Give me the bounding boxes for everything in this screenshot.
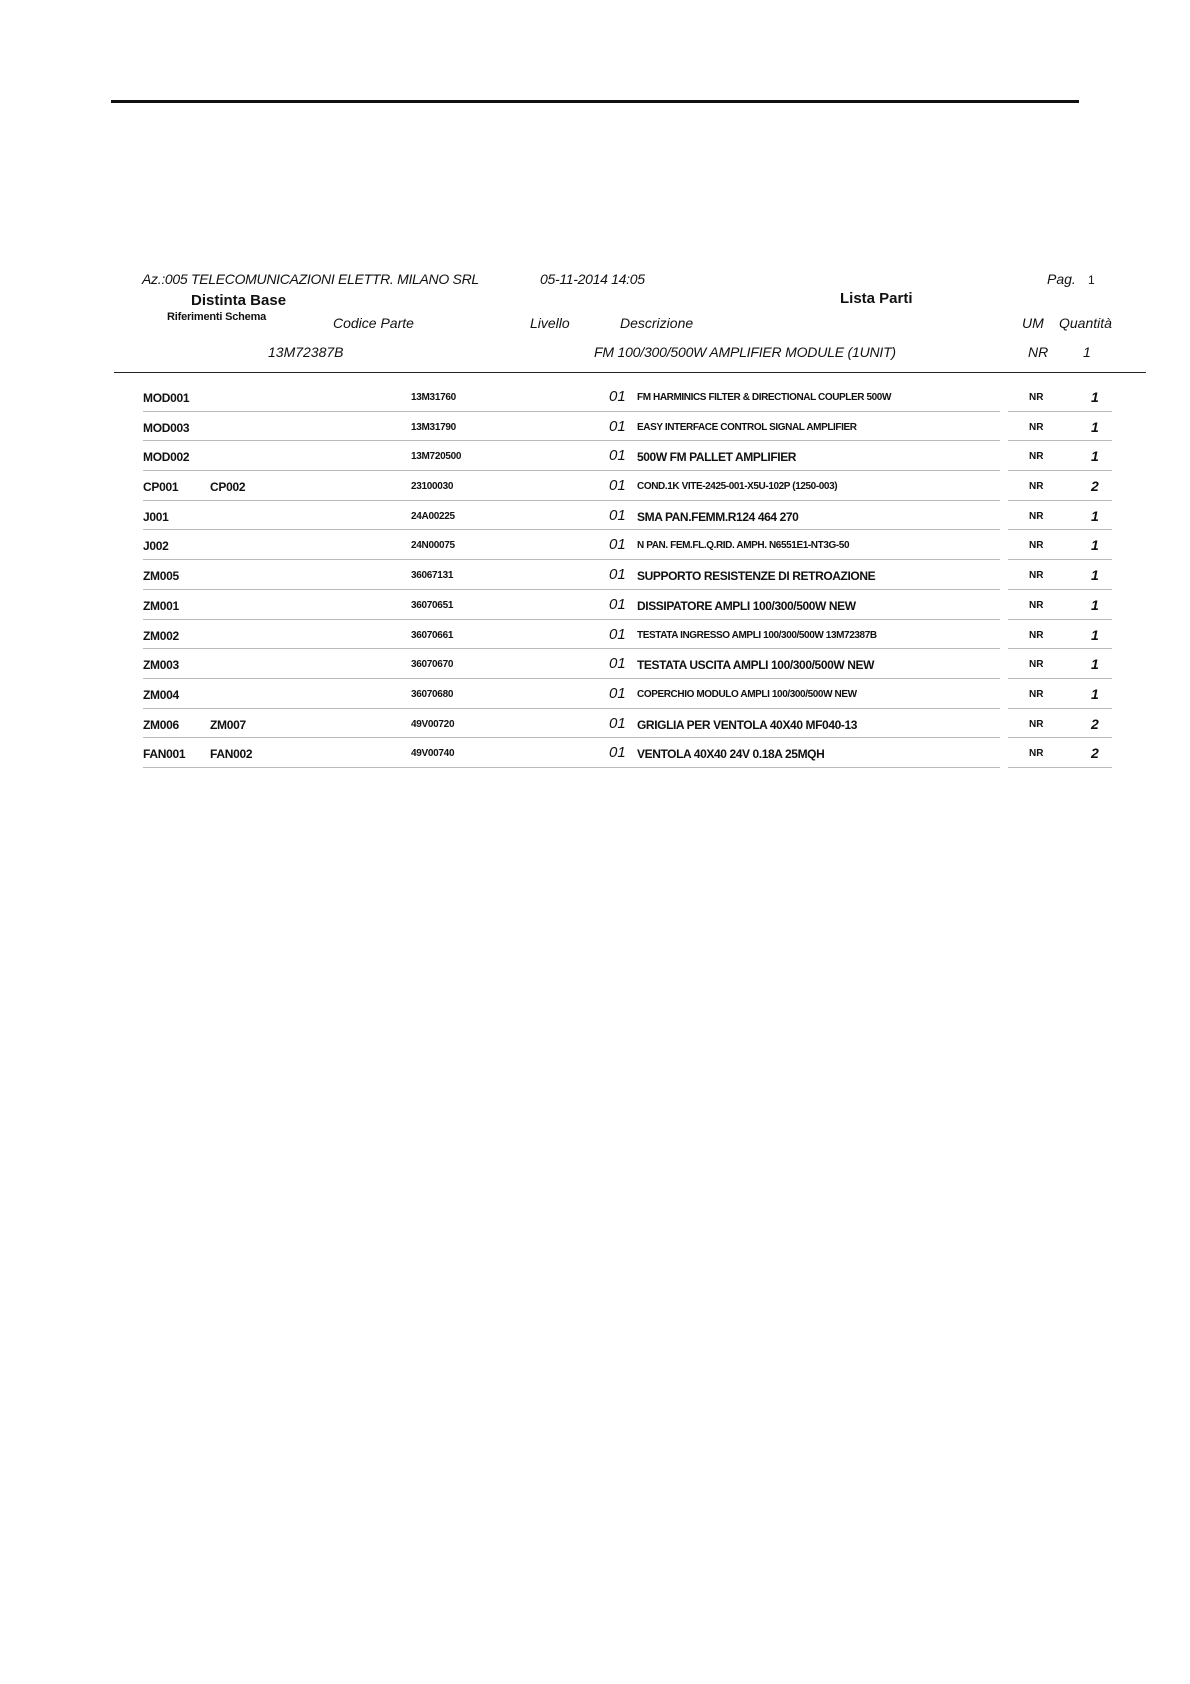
- parts-table: [0, 382, 1190, 768]
- part-quantity: 1: [1091, 537, 1099, 554]
- part-quantity: 2: [1091, 715, 1099, 732]
- part-um: NR: [1029, 629, 1044, 641]
- part-level: 01: [609, 684, 626, 702]
- part-level: 01: [609, 714, 626, 732]
- part-um: NR: [1029, 392, 1044, 403]
- part-quantity: 2: [1091, 478, 1099, 495]
- part-um: NR: [1029, 481, 1044, 493]
- part-description: VENTOLA 40X40 24V 0.18A 25MQH: [637, 747, 825, 762]
- table-row: [0, 382, 1190, 412]
- part-code: 24A00225: [411, 510, 455, 522]
- table-row: [0, 530, 1190, 560]
- table-row: [0, 738, 1190, 768]
- part-level: 01: [609, 506, 626, 524]
- part-description: 500W FM PALLET AMPLIFIER: [637, 450, 797, 465]
- column-header-codice: Codice Parte: [333, 315, 414, 331]
- reference-1: ZM001: [143, 598, 179, 613]
- part-description: TESTATA INGRESSO AMPLI 100/300/500W 13M72387B: [637, 629, 877, 641]
- part-quantity: 1: [1091, 448, 1099, 465]
- reference-1: FAN001: [143, 747, 186, 762]
- part-um: NR: [1029, 421, 1044, 433]
- part-description: FM HARMINICS FILTER & DIRECTIONAL COUPLER 500W: [637, 392, 892, 403]
- part-code: 13M31790: [411, 421, 456, 433]
- table-row: [0, 441, 1190, 471]
- part-code: 13M720500: [411, 451, 462, 463]
- part-code: 23100030: [411, 481, 454, 493]
- part-quantity: 1: [1091, 656, 1099, 673]
- table-row: [0, 709, 1190, 739]
- reference-1: J002: [143, 539, 169, 554]
- reference-1: ZM004: [143, 687, 179, 702]
- part-quantity: 1: [1091, 389, 1099, 405]
- part-description: N PAN. FEM.FL.Q.RID. AMPH. N6551E1-NT3G-50: [637, 540, 850, 552]
- column-header-riferimenti: Riferimenti Schema: [167, 311, 267, 323]
- part-description: COND.1K VITE-2425-001-X5U-102P (1250-003): [637, 481, 838, 493]
- part-code: 36067131: [411, 570, 454, 582]
- part-um: NR: [1029, 688, 1044, 700]
- part-level: 01: [609, 595, 626, 613]
- page-label: Pag.: [1047, 271, 1076, 287]
- part-description: GRIGLIA PER VENTOLA 40X40 MF040-13: [637, 717, 858, 732]
- assembly-code: 13M72387B: [268, 344, 344, 360]
- row-divider: [143, 767, 1000, 768]
- part-code: 36070661: [411, 629, 454, 641]
- part-um: NR: [1029, 451, 1044, 463]
- reference-1: J001: [143, 509, 169, 524]
- list-title: Lista Parti: [840, 290, 913, 307]
- print-datetime: 05-11-2014 14:05: [540, 271, 645, 287]
- reference-1: MOD001: [143, 391, 190, 405]
- part-um: NR: [1029, 570, 1044, 582]
- reference-2: ZM007: [210, 717, 246, 732]
- column-header-livello: Livello: [530, 315, 570, 331]
- reference-2: CP002: [210, 480, 246, 495]
- reference-1: ZM002: [143, 628, 179, 643]
- part-quantity: 1: [1091, 626, 1099, 643]
- reference-1: MOD002: [143, 450, 190, 465]
- table-row: [0, 471, 1190, 501]
- part-level: 01: [609, 655, 626, 673]
- assembly-quantity: 1: [1083, 344, 1091, 360]
- part-code: 36070670: [411, 659, 454, 671]
- part-quantity: 1: [1091, 418, 1099, 435]
- reference-1: CP001: [143, 480, 179, 495]
- part-description: SMA PAN.FEMM.R124 464 270: [637, 509, 799, 524]
- table-row: [0, 649, 1190, 679]
- part-description: EASY INTERFACE CONTROL SIGNAL AMPLIFIER: [637, 421, 857, 433]
- part-level: 01: [609, 536, 626, 554]
- part-description: SUPPORTO RESISTENZE DI RETROAZIONE: [637, 569, 876, 584]
- part-quantity: 1: [1091, 567, 1099, 584]
- part-level: 01: [609, 447, 626, 465]
- part-code: 36070680: [411, 688, 454, 700]
- part-code: 24N00075: [411, 540, 455, 552]
- reference-1: MOD003: [143, 420, 190, 435]
- part-um: NR: [1029, 659, 1044, 671]
- column-header-descrizione: Descrizione: [620, 315, 694, 331]
- part-level: 01: [609, 477, 626, 495]
- part-um: NR: [1029, 510, 1044, 522]
- part-description: DISSIPATORE AMPLI 100/300/500W NEW: [637, 598, 856, 613]
- assembly-description: FM 100/300/500W AMPLIFIER MODULE (1UNIT): [594, 344, 896, 360]
- part-code: 49V00720: [411, 718, 455, 730]
- reference-1: ZM005: [143, 569, 179, 584]
- header-rule: [114, 372, 1146, 373]
- part-level: 01: [609, 417, 626, 435]
- part-um: NR: [1029, 718, 1044, 730]
- part-code: 36070651: [411, 599, 454, 611]
- document-title: Distinta Base: [191, 292, 287, 309]
- company-name: Az.:005 TELECOMUNICAZIONI ELETTR. MILANO SRL: [142, 271, 479, 287]
- part-quantity: 2: [1091, 745, 1099, 762]
- top-rule: [111, 100, 1079, 103]
- assembly-um: NR: [1028, 344, 1049, 360]
- part-code: 49V00740: [411, 748, 455, 760]
- row-divider: [1008, 767, 1112, 768]
- table-row: [0, 412, 1190, 442]
- part-um: NR: [1029, 540, 1044, 552]
- table-row: [0, 620, 1190, 650]
- column-header-quantita: Quantità: [1059, 315, 1112, 331]
- part-quantity: 1: [1091, 596, 1099, 613]
- reference-2: FAN002: [210, 747, 253, 762]
- reference-1: ZM006: [143, 717, 179, 732]
- part-level: 01: [609, 744, 626, 762]
- part-level: 01: [609, 388, 626, 405]
- column-header-um: UM: [1022, 315, 1044, 331]
- part-description: COPERCHIO MODULO AMPLI 100/300/500W NEW: [637, 688, 857, 700]
- part-quantity: 1: [1091, 507, 1099, 524]
- part-quantity: 1: [1091, 685, 1099, 702]
- table-row: [0, 560, 1190, 590]
- part-description: TESTATA USCITA AMPLI 100/300/500W NEW: [637, 658, 875, 673]
- reference-1: ZM003: [143, 658, 179, 673]
- part-level: 01: [609, 566, 626, 584]
- table-row: [0, 590, 1190, 620]
- table-row: [0, 501, 1190, 531]
- page-number: 1: [1088, 273, 1095, 287]
- part-code: 13M31760: [411, 392, 456, 403]
- part-um: NR: [1029, 748, 1044, 760]
- part-level: 01: [609, 625, 626, 643]
- table-row: [0, 679, 1190, 709]
- part-um: NR: [1029, 599, 1044, 611]
